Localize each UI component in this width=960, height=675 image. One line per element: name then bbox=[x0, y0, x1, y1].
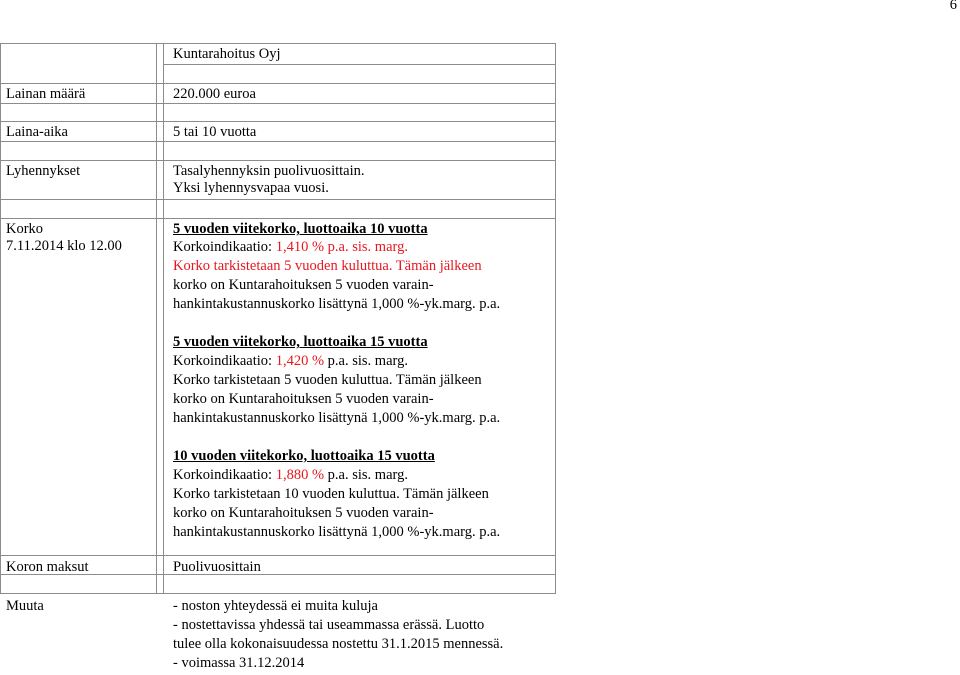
rate-option-text: hankintakustannuskorko lisättynä 1,000 %-yk.marg. p.a. bbox=[173, 296, 501, 312]
interest-payments-label: Koron maksut bbox=[6, 559, 89, 575]
table-rule bbox=[163, 64, 556, 65]
rate-option-index: Korkoindikaatio: 1,880 % p.a. sis. marg. bbox=[173, 467, 408, 483]
table-rule bbox=[0, 555, 556, 556]
rate-option-heading: 5 vuoden viitekorko, luottoaika 15 vuotta bbox=[173, 334, 428, 350]
rate-date: 7.11.2014 klo 12.00 bbox=[6, 238, 122, 254]
rate-option-text: korko on Kuntarahoituksen 5 vuoden varain- bbox=[173, 277, 434, 293]
table-rule bbox=[0, 593, 556, 594]
rate-index-value: 1,420 % bbox=[275, 353, 325, 369]
rate-option-text: Korko tarkistetaan 5 vuoden kuluttua. Tämän jälkeen bbox=[173, 258, 482, 274]
rate-option-heading: 10 vuoden viitekorko, luottoaika 15 vuotta bbox=[173, 448, 435, 464]
table-rule bbox=[0, 121, 556, 122]
table-rule bbox=[163, 43, 164, 594]
rate-label: Korko bbox=[6, 221, 44, 237]
rate-option-text: korko on Kuntarahoituksen 5 vuoden varain- bbox=[173, 391, 434, 407]
rate-option-index: Korkoindikaatio: 1,420 % p.a. sis. marg. bbox=[173, 353, 408, 369]
page-number: 6 bbox=[949, 0, 957, 13]
rate-index-value: 1,880 % bbox=[275, 467, 325, 483]
other-line: tulee olla kokonaisuudessa nostettu 31.1.2015 mennessä. bbox=[173, 636, 504, 652]
lender-name: Kuntarahoitus Oyj bbox=[173, 46, 281, 62]
rate-option-index: Korkoindikaatio: 1,410 % p.a. sis. marg. bbox=[173, 239, 408, 255]
rate-option-text: hankintakustannuskorko lisättynä 1,000 %-yk.marg. p.a. bbox=[173, 524, 501, 540]
rate-option-text: Korko tarkistetaan 10 vuoden kuluttua. Tämän jälkeen bbox=[173, 486, 489, 502]
table-rule bbox=[0, 160, 556, 161]
other-line: - voimassa 31.12.2014 bbox=[173, 655, 305, 671]
other-line: - nostettavissa yhdessä tai useammassa erässä. Luotto bbox=[173, 617, 485, 633]
amount-label: Lainan määrä bbox=[6, 86, 86, 102]
term-label: Laina-aika bbox=[6, 124, 68, 140]
other-line: - noston yhteydessä ei muita kuluja bbox=[173, 598, 378, 614]
table-rule bbox=[0, 83, 556, 84]
rate-option-text: hankintakustannuskorko lisättynä 1,000 %-yk.marg. p.a. bbox=[173, 410, 501, 426]
repayments-label: Lyhennykset bbox=[6, 163, 81, 179]
other-label: Muuta bbox=[6, 598, 44, 614]
table-rule bbox=[0, 218, 556, 219]
amount-value: 220.000 euroa bbox=[173, 86, 256, 102]
rate-index-value: 1,410 % bbox=[275, 239, 325, 255]
table-rule bbox=[0, 141, 556, 142]
term-value: 5 tai 10 vuotta bbox=[173, 124, 257, 140]
repayments-line: Yksi lyhennysvapaa vuosi. bbox=[173, 180, 329, 196]
table-rule bbox=[156, 43, 157, 594]
table-rule bbox=[555, 43, 556, 594]
rate-option-heading: 5 vuoden viitekorko, luottoaika 10 vuotta bbox=[173, 221, 428, 237]
table-rule bbox=[0, 43, 1, 594]
repayments-line: Tasalyhennyksin puolivuosittain. bbox=[173, 163, 365, 179]
table-rule bbox=[0, 43, 556, 44]
interest-payments-value: Puolivuosittain bbox=[173, 559, 261, 575]
rate-option-text: Korko tarkistetaan 5 vuoden kuluttua. Tämän jälkeen bbox=[173, 372, 482, 388]
table-rule bbox=[0, 199, 556, 200]
rate-option-text: korko on Kuntarahoituksen 5 vuoden varain- bbox=[173, 505, 434, 521]
